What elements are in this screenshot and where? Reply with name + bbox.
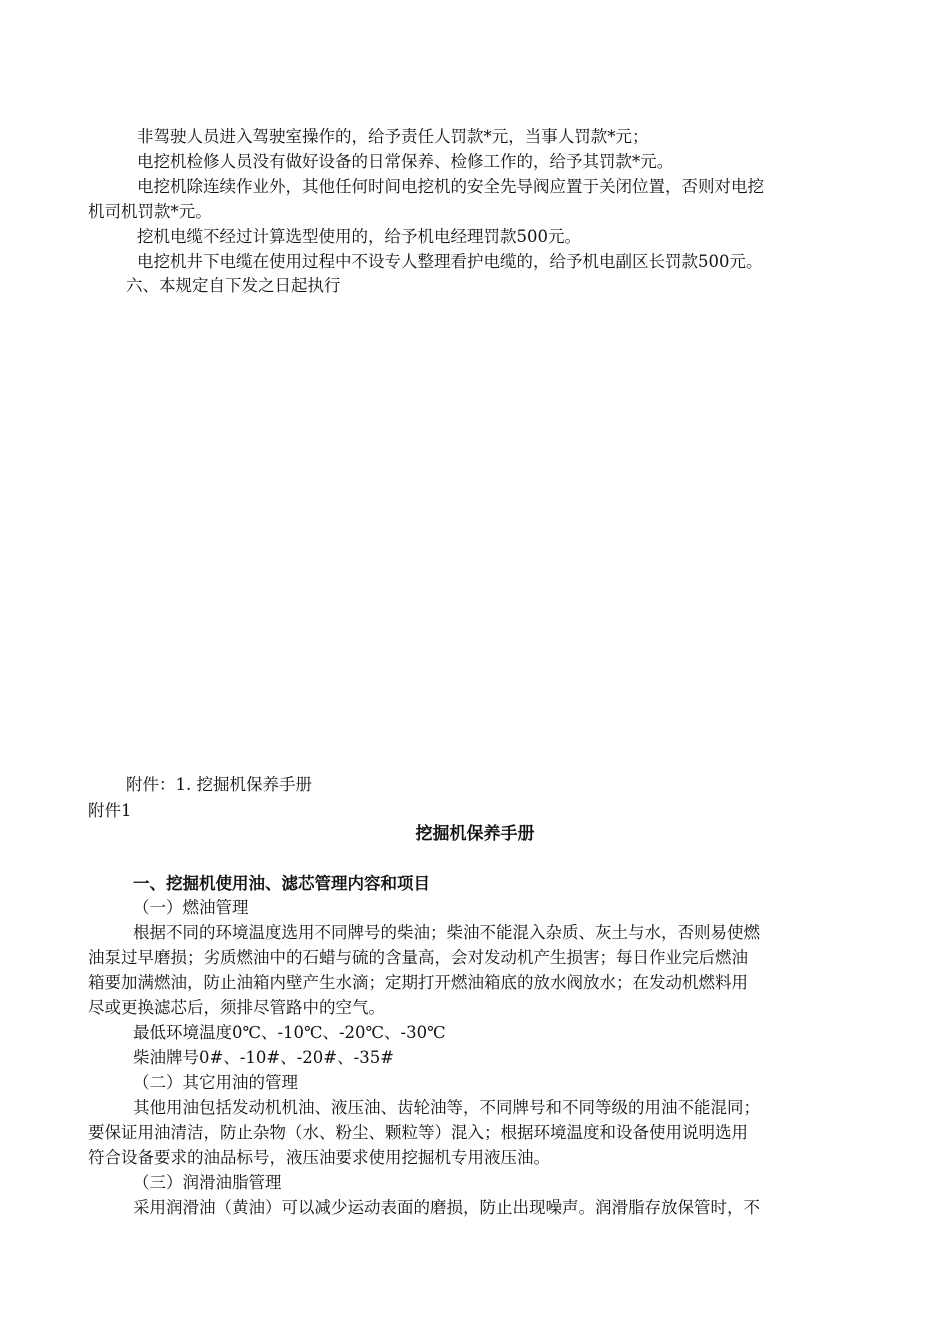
fuel-paragraph-line-2: 油泵过早磨损；劣质燃油中的石蜡与硫的含量高，会对发动机产生损害；每日作业完后燃油 xyxy=(88,948,748,967)
rule-paragraph-2: 电挖机检修人员没有做好设备的日常保养、检修工作的，给予其罚款*元。 xyxy=(137,152,674,171)
fuel-paragraph-line-1: 根据不同的环境温度选用不同牌号的柴油；柴油不能混入杂质、灰土与水，否则易使燃 xyxy=(133,923,760,942)
rule-paragraph-4: 挖机电缆不经过计算选型使用的，给予机电经理罚款500元。 xyxy=(137,227,581,246)
temperature-list: 最低环境温度0℃、-10℃、-20℃、-30℃ xyxy=(133,1023,446,1042)
rule-paragraph-3-line-2: 机司机罚款*元。 xyxy=(88,202,212,221)
other-oils-line-1: 其他用油包括发动机机油、液压油、齿轮油等，不同牌号和不同等级的用油不能混同； xyxy=(133,1098,760,1117)
fuel-paragraph-line-4: 尽或更换滤芯后，须排尽管路中的空气。 xyxy=(88,998,385,1017)
subheading-other-oils: （二）其它用油的管理 xyxy=(133,1073,298,1092)
diesel-grade-list: 柴油牌号0#、-10#、-20#、-35# xyxy=(133,1048,395,1067)
subheading-grease: （三）润滑油脂管理 xyxy=(133,1173,282,1192)
rule-paragraph-3-line-1: 电挖机除连续作业外，其他任何时间电挖机的安全先导阀应置于关闭位置，否则对电挖 xyxy=(137,177,764,196)
section-heading-1: 一、挖掘机使用油、滤芯管理内容和项目 xyxy=(133,874,430,893)
rule-paragraph-6: 六、本规定自下发之日起执行 xyxy=(126,276,341,295)
rule-paragraph-1: 非驾驶人员进入驾驶室操作的，给予责任人罚款*元，当事人罚款*元； xyxy=(137,127,649,146)
other-oils-line-3: 符合设备要求的油品标号，液压油要求使用挖掘机专用液压油。 xyxy=(88,1148,550,1167)
grease-paragraph-line-1: 采用润滑油（黄油）可以减少运动表面的磨损，防止出现噪声。润滑脂存放保管时，不 xyxy=(133,1198,760,1217)
fuel-paragraph-line-3: 箱要加满燃油，防止油箱内壁产生水滴；定期打开燃油箱底的放水阀放水；在发动机燃料用 xyxy=(88,973,748,992)
other-oils-line-2: 要保证用油清洁，防止杂物（水、粉尘、颗粒等）混入；根据环境温度和设备使用说明选用 xyxy=(88,1123,748,1142)
rule-paragraph-5: 电挖机井下电缆在使用过程中不设专人整理看护电缆的，给予机电副区长罚款500元。 xyxy=(137,252,763,271)
subheading-fuel: （一）燃油管理 xyxy=(133,898,249,917)
attachment-label: 附件1 xyxy=(88,801,132,820)
attachment-reference: 附件：1. 挖掘机保养手册 xyxy=(126,775,312,794)
manual-title: 挖掘机保养手册 xyxy=(415,824,535,844)
